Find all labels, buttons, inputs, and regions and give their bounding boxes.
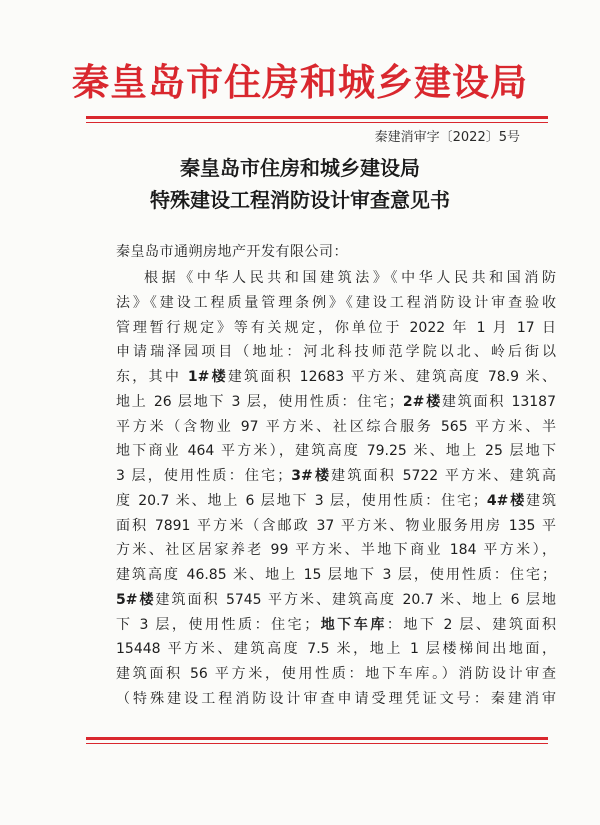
building-label: 2#楼 [402, 393, 442, 410]
body-line [116, 464, 556, 489]
body-text-segment: 建筑 [526, 492, 557, 509]
letterhead-rule-thin [86, 122, 548, 123]
body-line [116, 489, 556, 514]
body-line: 15448 平方米、建筑高度 7.5 米，地上 1 层楼梯间出地面， [116, 641, 556, 658]
body-line: 面积 7891 平方米（含邮政 37 平方米、物业服务用房 135 平 [116, 517, 556, 534]
body-line: （特殊建设工程消防设计审查申请受理凭证文号：秦建消审 [116, 690, 556, 707]
building-label: 4#楼 [486, 492, 527, 509]
footer-rule-thin [86, 743, 548, 744]
body-text-segment: 下 3 层，使用性质：住宅； [116, 616, 319, 633]
body-line: 方米、社区居家养老 99 平方米、半地下商业 184 平方米）， [116, 542, 556, 559]
body-line: 建筑面积 56 平方米，使用性质：地下车库。）消防设计审查 [116, 666, 556, 682]
body-text-segment: 3 层，使用性质：住宅； [116, 468, 292, 484]
footer-rule-thick [86, 737, 548, 740]
body-text-segment: 度 20.7 米、地上 6 层地下 3 层，使用性质：住宅； [116, 492, 487, 509]
body-line [116, 588, 556, 613]
agency-letterhead: 秦皇岛市住房和城乡建设局 [72, 60, 528, 104]
body-paragraph [116, 266, 556, 712]
recipient-line: 秦皇岛市通朔房地产开发有限公司： [116, 244, 348, 260]
building-label: 1#楼 [187, 369, 228, 385]
building-label: 5#楼 [116, 591, 156, 608]
body-line [116, 613, 556, 638]
body-text-segment: 地上 26 层地下 3 层，使用性质：住宅； [116, 393, 403, 410]
body-line: 平方米（含物业 97 平方米、社区综合服务 565 平方米、半 [116, 418, 556, 435]
body-text-segment: ：地下 2 层、建筑面积 [386, 616, 557, 633]
body-line [116, 390, 556, 415]
body-text-segment: 东，其中 [116, 369, 182, 385]
letterhead-rule-thick [86, 116, 548, 119]
document-number: 秦建消审字〔2022〕5号 [374, 130, 520, 145]
body-text-segment: 建筑面积 5745 平方米、建筑高度 20.7 米、地上 6 层地 [155, 591, 556, 608]
body-line: 建筑高度 46.85 米、地上 15 层地下 3 层，使用性质：住宅； [116, 567, 556, 583]
document-title-line1: 秦皇岛市住房和城乡建设局 [180, 156, 420, 180]
body-text-segment: 建筑面积 12683 平方米、建筑高度 78.9 米、 [227, 369, 557, 385]
body-line: 管理暂行规定》等有关规定，你单位于 2022 年 1 月 17 日 [116, 319, 556, 336]
building-label: 地下车库 [318, 616, 387, 633]
body-line: 根据《中华人民共和国建筑法》《中华人民共和国消防 [144, 270, 556, 286]
body-line: 申请瑞泽园项目（地址：河北科技师范学院以北、岭后街以 [116, 344, 556, 361]
body-text-segment: 建筑面积 5722 平方米、建筑高 [331, 468, 556, 484]
body-line: 地下商业 464 平方米），建筑高度 79.25 米、地上 25 层地下 [116, 443, 556, 460]
document-title-line2: 特殊建设工程消防设计审查意见书 [150, 188, 450, 212]
body-text-segment: 建筑面积 13187 [442, 393, 556, 410]
body-line [116, 365, 556, 390]
building-label: 3#楼 [291, 468, 332, 484]
body-line: 法》《建设工程质量管理条例》《建设工程消防设计审查验收 [116, 294, 556, 311]
